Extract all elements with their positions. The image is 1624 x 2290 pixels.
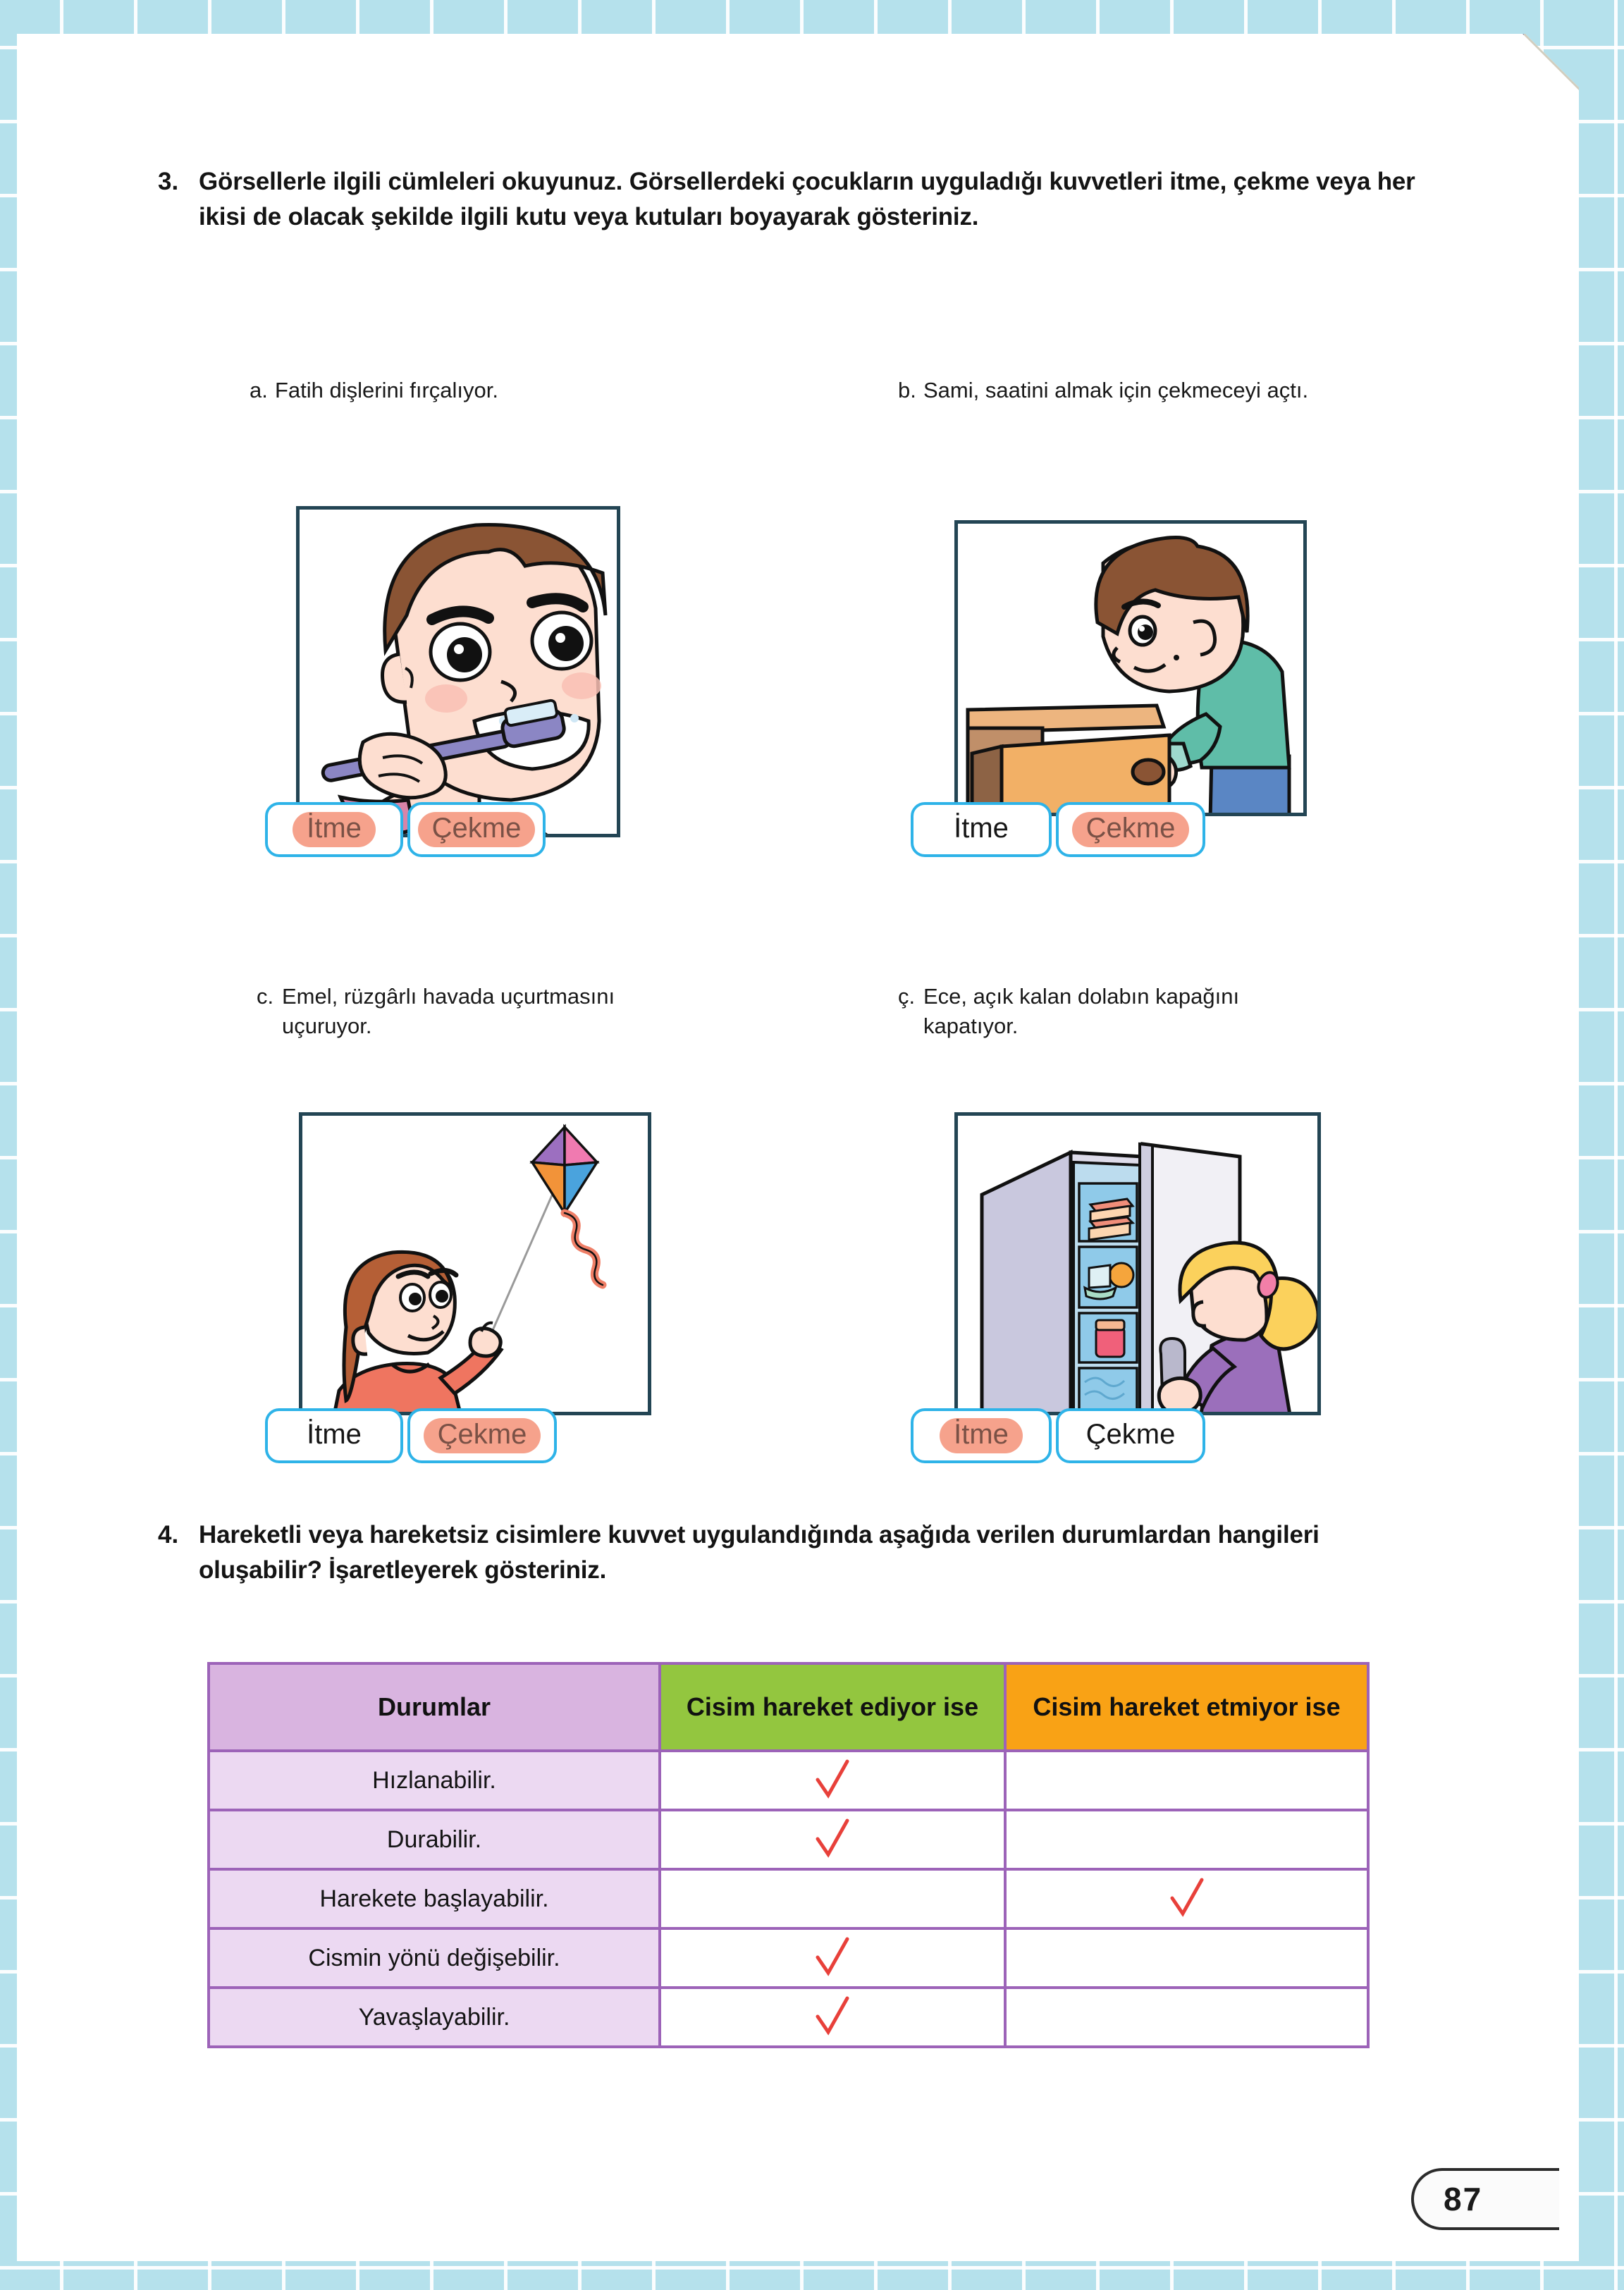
checkmark-icon [813,1759,851,1799]
chip-b-itme[interactable] [911,802,1052,857]
table-row [209,1810,1368,1869]
table-row [209,1928,1368,1988]
table-row-label: Cismin yönü değişebilir. [209,1928,660,1988]
chip-c-cedilla-cekme[interactable] [1056,1408,1205,1463]
chip-a-cekme[interactable] [407,802,546,857]
chip-c-itme[interactable] [265,1408,403,1463]
sub-item-c-cedilla-caption-text: Ece, açık kalan dolabın kapağını kapatıyor. [923,984,1240,1038]
question-3-number: 3. [158,168,179,195]
chip-c-itme-label: İtme [307,1419,362,1450]
answer-chips-a [265,802,546,857]
chip-c-cedilla-cekme-label: Çekme [1085,1419,1176,1450]
sub-item-c [257,982,651,1041]
sub-item-c-caption-text: Emel, rüzgârlı havada uçurtmasını uçuruyor. [282,984,615,1038]
table-cell-not-moving[interactable] [1005,1810,1368,1869]
sub-item-c-cedilla-letter: ç. [898,984,916,1009]
table-cell-not-moving[interactable] [1005,1988,1368,2047]
checkmark-icon [813,1995,851,2036]
sub-item-a-caption-text: Fatih dişlerini fırçalıyor. [275,378,498,402]
chip-a-cekme-label: Çekme [418,812,536,847]
boy-brushing-teeth-icon [300,510,620,837]
chip-b-cekme-label: Çekme [1072,812,1190,847]
question-4-text: Hareketli veya hareketsiz cisimlere kuvvet uygulandığında aşağıda verilen durumlardan hangileri oluşabilir? İşaretleyerek gösteriniz. [199,1521,1320,1584]
table-cell-not-moving[interactable] [1005,1751,1368,1810]
chip-c-cedilla-itme[interactable] [911,1408,1052,1463]
chip-c-cedilla-itme-label: İtme [940,1418,1023,1453]
sub-item-a [250,376,644,405]
durumlar-table [207,1662,1370,2048]
girl-flying-kite-icon [302,1116,651,1415]
table-row [209,1988,1368,2047]
chip-b-itme-label: İtme [954,813,1009,844]
sub-item-a-letter: a. [250,378,268,402]
table-cell-moving[interactable] [660,1810,1005,1869]
chip-c-cekme[interactable] [407,1408,557,1463]
chip-b-cekme[interactable] [1056,802,1205,857]
table-header-durumlar: Durumlar [209,1663,660,1751]
sub-item-c-letter: c. [257,984,274,1009]
table-row [209,1869,1368,1928]
checkmark-icon [813,1936,851,1977]
table-row-label: Harekete başlayabilir. [209,1869,660,1928]
checkmark-icon [1168,1877,1206,1918]
illustration-boy-brushing-teeth [296,506,620,837]
illustration-boy-opening-drawer [954,520,1307,816]
table-cell-moving[interactable] [660,1988,1005,2047]
table-row-label: Yavaşlayabilir. [209,1988,660,2047]
table-row-label: Hızlanabilir. [209,1751,660,1810]
question-4 [158,1518,1441,1587]
table-row-label: Durabilir. [209,1810,660,1869]
question-3 [158,164,1427,234]
table-header-row [209,1663,1368,1751]
page-number [1411,2168,1559,2230]
illustration-girl-flying-kite [299,1112,651,1415]
sub-item-b-caption-text: Sami, saatini almak için çekmeceyi açtı. [923,378,1309,402]
sub-item-c-cedilla-caption [898,982,1321,1041]
chip-c-cekme-label: Çekme [424,1418,541,1453]
table-cell-not-moving[interactable] [1005,1869,1368,1928]
sub-item-c-caption [257,982,651,1041]
girl-closing-fridge-icon [958,1116,1321,1415]
table-header-moving: Cisim hareket ediyor ise [660,1663,1005,1751]
page-number-value: 87 [1444,2181,1483,2217]
question-4-number: 4. [158,1521,179,1549]
table-row [209,1751,1368,1810]
sub-item-b [898,376,1321,405]
table-cell-moving[interactable] [660,1751,1005,1810]
answer-chips-b [911,802,1205,857]
checkmark-icon [813,1818,851,1859]
chip-a-itme-label: İtme [293,812,376,847]
illustration-girl-closing-fridge [954,1112,1321,1415]
sub-item-a-caption [250,376,644,405]
page-content [17,34,1579,2261]
table-cell-moving[interactable] [660,1869,1005,1928]
question-3-text: Görsellerle ilgili cümleleri okuyunuz. Görsellerdeki çocukların uyguladığı kuvvetleri itme, çekme veya her ikisi de olacak şekilde ilgili kutu veya kutuları boyayarak gösteriniz. [199,168,1415,230]
answer-chips-c-cedilla [911,1408,1205,1463]
table-header-not-moving: Cisim hareket etmiyor ise [1005,1663,1368,1751]
table-cell-moving[interactable] [660,1928,1005,1988]
chip-a-itme[interactable] [265,802,403,857]
boy-opening-drawer-icon [958,524,1307,816]
answer-chips-c [265,1408,557,1463]
table-cell-not-moving[interactable] [1005,1928,1368,1988]
sub-item-c-cedilla [898,982,1321,1041]
sub-item-b-caption [898,376,1321,405]
sub-item-b-letter: b. [898,378,916,402]
